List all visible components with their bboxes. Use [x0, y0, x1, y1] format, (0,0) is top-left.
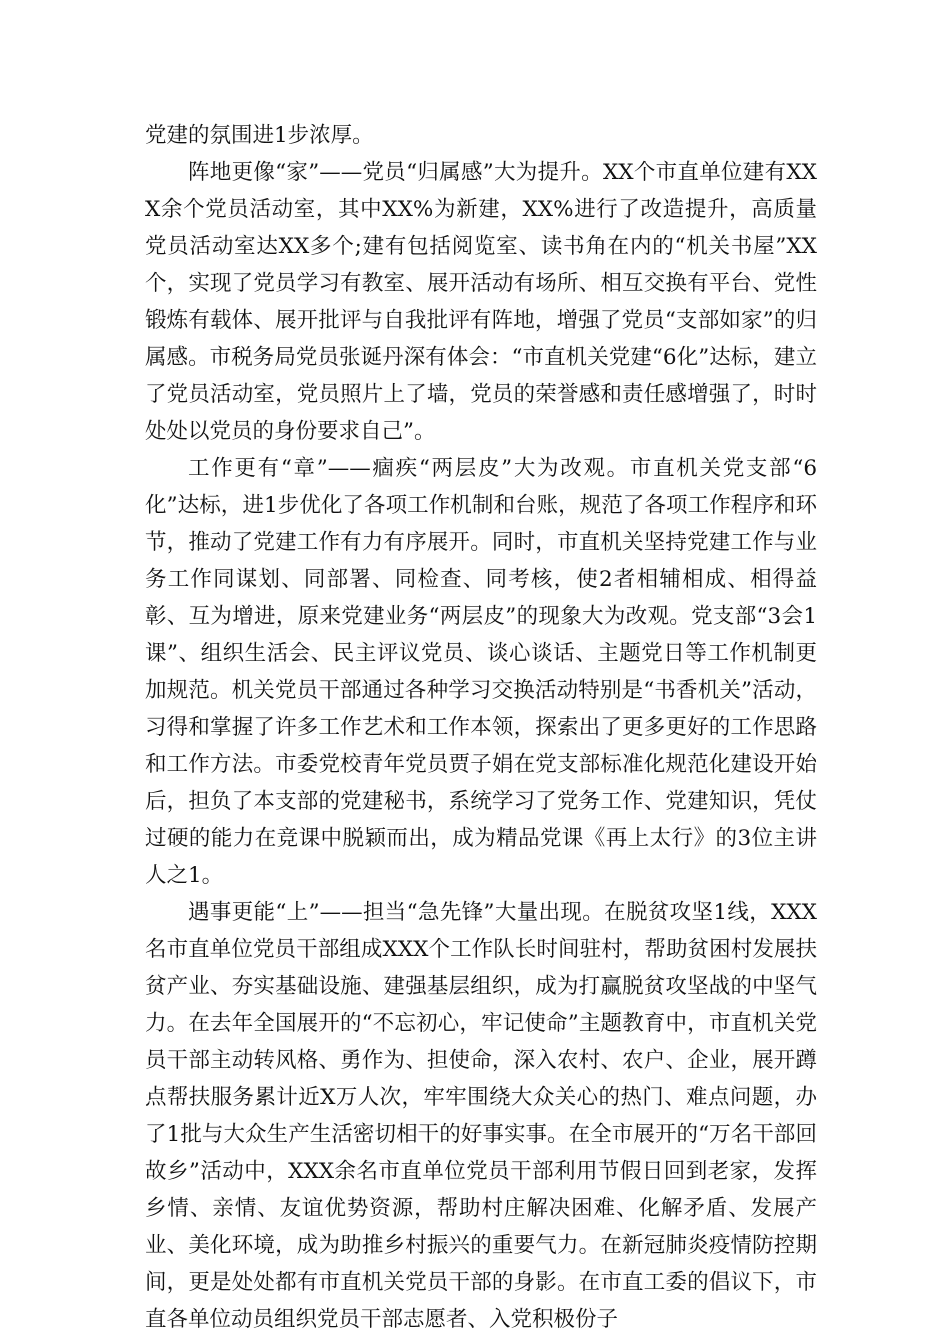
- paragraph-taking-responsibility: 遇事更能“上”——担当“急先锋”大量出现。在脱贫攻坚1线，XXX名市直单位党员干部组成XXX个工作队长时间驻村，帮助贫困村发展扶贫产业、夯实基础设施、建强基层组织，成为打赢脱贫攻坚战的中坚气力。在去年全国展开的“不忘初心，牢记使命”主题教育中，市直机关党员干部主动转风格、勇作为、担使命，深入农村、农户、企业，展开蹲点帮扶服务累计近X万人次，牢牢围绕大众关心的热门、难点问题，办了1批与大众生产生活密切相干的好事实事。在全市展开的“万名干部回故乡”活动中，XXX余名市直单位党员干部利用节假日回到老家，发挥乡情、亲情、友谊优势资源，帮助村庄解决困难、化解矛盾、发展产业、美化环境，成为助推乡村振兴的重要气力。在新冠肺炎疫情防控期间，更是处处都有市直机关党员干部的身影。在市直工委的倡议下，市直各单位动员组织党员干部志愿者、入党积极份子: [145, 900, 817, 1332]
- paragraph-work-standards: 工作更有“章”——痼疾“两层皮”大为改观。市直机关党支部“6化”达标，进1步优化了各项工作机制和台账，规范了各项工作程序和环节，推动了党建工作有力有序展开。同时，市直机关坚持党建工作与业务工作同谋划、同部署、同检查、同考核，使2者相辅相成、相得益彰、互为增进，原来党建业务“两层皮”的现象大为改观。党支部“3会1课”、组织生活会、民主评议党员、谈心谈话、主题党日等工作机制更加规范。机关党员干部通过各种学习交换活动特别是“书香机关”活动，习得和掌握了许多工作艺术和工作本领，探索出了更多更好的工作思路和工作方法。市委党校青年党员贾子娟在党支部标准化规范化建设开始后，担负了本支部的党建秘书，系统学习了党务工作、党建知识，凭仗过硬的能力在竞课中脱颖而出，成为精品党课《再上太行》的3位主讲人之1。: [145, 456, 817, 888]
- paragraph-home-belonging: 阵地更像“家”——党员“归属感”大为提升。XX个市直单位建有XXX余个党员活动室，其中XX%为新建，XX%进行了改造提升，高质量党员活动室达XX多个;建有包括阅览室、读书角在内的“机关书屋”XX个，实现了党员学习有教室、展开活动有场所、相互交换有平台、党性锻炼有载体、展开批评与自我批评有阵地，增强了党员“支部如家”的归属感。市税务局党员张诞丹深有体会：“市直机关党建“6化”达标，建立了党员活动室，党员照片上了墙，党员的荣誉感和责任感增强了，时时处处以党员的身份要求自己”。: [145, 160, 817, 444]
- document-body: [145, 117, 817, 1338]
- paragraph-continuation: 党建的氛围进1步浓厚。: [145, 123, 374, 148]
